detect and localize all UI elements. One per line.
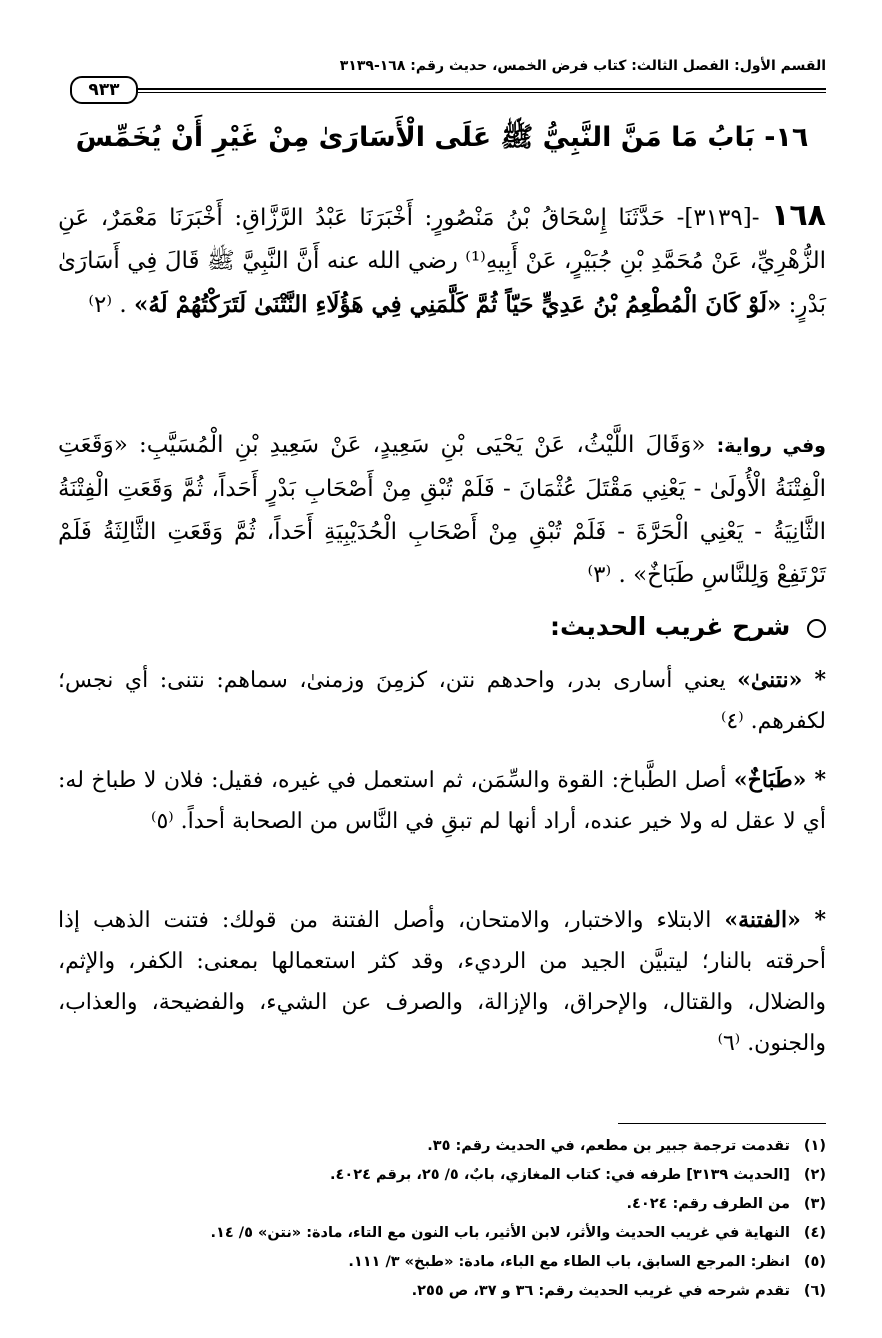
circle-bullet-icon [807, 619, 826, 638]
riwaya-text: «وَقَالَ اللَّيْثُ، عَنْ يَحْيَى بْنِ سَعِيدٍ، عَنْ سَعِيدِ بْنِ الْمُسَيَّبِ: «وَقَعَتِ الْفِتْنَةُ الْأُولَىٰ - يَعْنِي مَقْتَلَ عُثْمَانَ - فَلَمْ تُبْقِ مِنْ أَصْحَابِ بَدْرٍ أَحَداً، ثُمَّ وَقَعَتِ الْفِتْنَةُ الثَّانِيَةُ - يَعْنِي الْحَرَّةَ - فَلَمْ تُبْقِ مِنْ أَصْحَابِ الْحُدَيْبِيَةِ أَحَداً، ثُمَّ وَقَعَتِ الثَّالِثَةُ فَلَمْ تَرْتَفِعْ وَلِلنَّاسِ طَبَاخٌ» . ⁽٣⁾ [58, 432, 826, 588]
footnote-number: (٦) [803, 1283, 826, 1299]
hadith-paragraph [58, 194, 826, 327]
page-number: ٩٣٣ [70, 76, 138, 104]
footnote-number: (٢) [803, 1167, 826, 1183]
section-heading-text: شرح غريب الحديث: [549, 612, 791, 641]
gloss-text: الابتلاء والاختبار، والامتحان، وأصل الفتنة من قولك: فتنت الذهب إذا أحرقته بالنار؛ ليتبيَّن الجيد من الرديء، وقد كثر استعمالها بمعنى: الكفر، والإثم، والضلال، والقتال، والإحراق، والإزالة، والصرف عن الشيء، والفضيحة، والعذاب، والجنون. ⁽٦⁾ [58, 908, 826, 1056]
footnote-item [58, 1190, 826, 1219]
header-rule-thin [138, 92, 826, 93]
gloss-term: * «طَبَاخٌ» [733, 767, 827, 793]
riwaya-paragraph [58, 424, 826, 597]
footnote-text: تقدم شرحه في غريب الحديث رقم: ٣٦ و ٣٧، ص ٢٥٥. [411, 1283, 790, 1299]
gloss-entry [58, 900, 826, 1064]
gloss-entry [58, 660, 826, 742]
section-heading [58, 612, 826, 641]
header-rule [138, 88, 826, 90]
riwaya-label: وفي رواية: [716, 435, 826, 457]
gloss-term: * «الفتنة» [724, 907, 826, 933]
gloss-term: * «نتنىٰ» [737, 667, 827, 693]
footnote-text: من الطرف رقم: ٤٠٢٤. [626, 1196, 790, 1212]
footnote-number: (٤) [803, 1225, 826, 1241]
footnote-number: (٥) [803, 1254, 826, 1270]
footnote-item [58, 1219, 826, 1248]
chapter-title: ١٦- بَابُ مَا مَنَّ النَّبِيُّ ﷺ عَلَى الْأَسَارَىٰ مِنْ غَيْرِ أَنْ يُخَمِّسَ [75, 122, 809, 153]
gloss-text: أصل الطَّباخ: القوة والسِّمَن، ثم استعمل في غيره، فقيل: فلان لا طباخ له: أي لا عقل له ولا خير عنده، أراد أنها لم تبقِ في النَّاس من الصحابة أحداً. ⁽٥⁾ [58, 768, 826, 834]
footnote-text: تقدمت ترجمة جبير بن مطعم، في الحديث رقم: ٣٥. [427, 1138, 790, 1154]
footnotes [58, 1132, 826, 1306]
footnote-text: انظر: المرجع السابق، باب الطاء مع الباء، مادة: «طبخ» ٣/ ١١١. [348, 1254, 790, 1270]
footnote-text: [الحديث ٣١٣٩] طرفه في: كتاب المغازي، بابٌ، ٥/ ٢٥، برقم ٤٠٢٤. [330, 1167, 790, 1183]
footnote-number: (١) [803, 1138, 826, 1154]
hadith-number: ١٦٨ [771, 198, 826, 233]
footnote-item [58, 1132, 826, 1161]
hadith-chain: -[٣١٣٩]- حَدَّثَنَا إِسْحَاقُ بْنُ مَنْصُورٍ: أَخْبَرَنَا عَبْدُ الرَّزَّاقِ: أَخْبَرَنَا مَعْمَرٌ، عَنِ الزُّهْرِيِّ، عَنْ مُحَمَّدِ بْنِ جُبَيْرٍ، عَنْ أَبِيهِ⁽¹⁾ رضي الله عنه أَنَّ النَّبِيَّ ﷺ قَالَ فِي أَسَارَىٰ بَدْرٍ: [58, 205, 826, 318]
footnote-rule [618, 1123, 826, 1124]
running-head: القسم الأول: الفصل الثالث: كتاب فرض الخمس، حديث رقم: ١٦٨-٣١٣٩ [339, 58, 826, 74]
hadith-quote: «لَوْ كَانَ الْمُطْعِمُ بْنُ عَدِيٍّ حَيّاً ثُمَّ كَلَّمَنِي فِي هَؤُلَاءِ النَّتْنَىٰ لَتَرَكْتُهُمْ لَهُ» [133, 291, 782, 318]
gloss-entry [58, 760, 826, 842]
footnote-text: النهاية في غريب الحديث والأثر، لابن الأثير، باب النون مع التاء، مادة: «نتن» ٥/ ١٤. [210, 1225, 790, 1241]
footnote-number: (٣) [803, 1196, 826, 1212]
hadith-footnote-ref: . ⁽٢⁾ [88, 292, 127, 318]
footnote-item [58, 1277, 826, 1306]
footnote-item [58, 1161, 826, 1190]
footnote-item [58, 1248, 826, 1277]
gloss-text: يعني أسارى بدر، واحدهم نتن، كزمِنَ وزمنىٰ، سماهم: نتنى: أي نجس؛ لكفرهم. ⁽٤⁾ [58, 668, 826, 734]
